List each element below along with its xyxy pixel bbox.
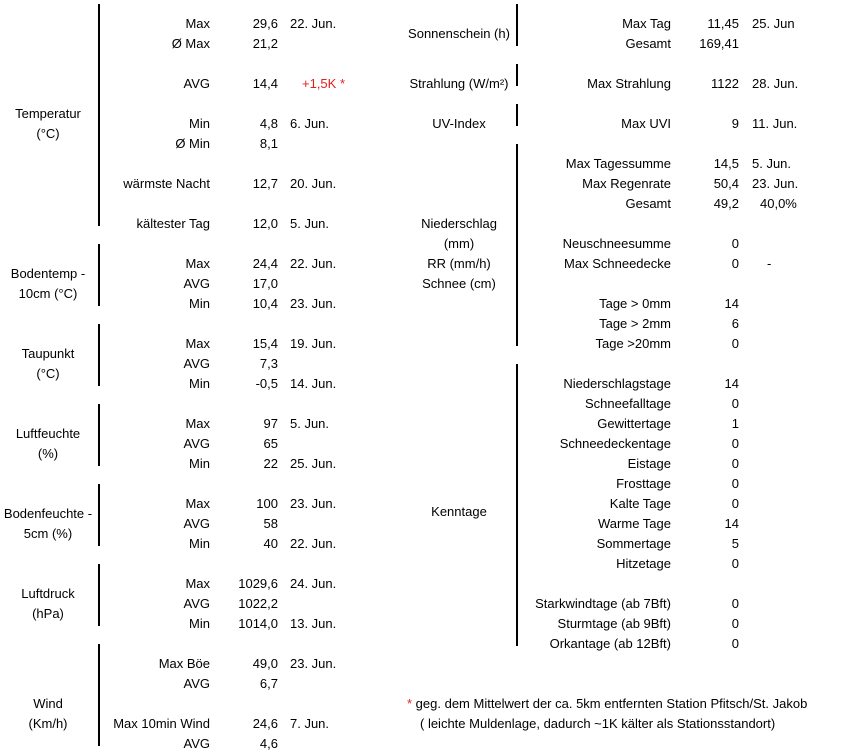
wind-row-value: 6,7 bbox=[259, 676, 278, 691]
dew_point-row-date: 19. Jun. bbox=[290, 336, 337, 351]
sunshine-row-label: Max Tag bbox=[622, 16, 671, 31]
temperature-row-label: Ø Max bbox=[171, 36, 210, 51]
footnote-line-1 bbox=[407, 696, 807, 712]
pressure-row-label: Min bbox=[189, 616, 210, 631]
temperature-row-date: 6. Jun. bbox=[290, 116, 330, 131]
kenntage-row-value: 1 bbox=[731, 416, 739, 431]
precipitation-row-label: Tage > 2mm bbox=[599, 316, 671, 331]
kenntage-row-value: 0 bbox=[731, 396, 739, 411]
wind-row-date: 7. Jun. bbox=[290, 716, 330, 731]
wind-row-label: AVG bbox=[183, 736, 210, 751]
uv-row-date: 11. Jun. bbox=[752, 116, 798, 131]
humidity-row-value: 65 bbox=[263, 436, 278, 451]
wind-row-value: 24,6 bbox=[252, 716, 278, 731]
kenntage-row-label: Kalte Tage bbox=[609, 496, 671, 511]
temperature-label: (°C) bbox=[36, 126, 60, 141]
temperature-row-value: 12,0 bbox=[252, 216, 278, 231]
soil_moisture-row-value: 58 bbox=[263, 516, 278, 531]
uv-row-label: Max UVI bbox=[621, 116, 671, 131]
temperature-row-date: 20. Jun. bbox=[290, 176, 337, 191]
kenntage-row-label: Schneefalltage bbox=[584, 396, 671, 411]
radiation-label: Strahlung (W/m²) bbox=[409, 76, 509, 91]
dew_point-row-label: AVG bbox=[183, 356, 210, 371]
pressure-row-value: 1014,0 bbox=[238, 616, 278, 631]
precipitation-row-value: 50,4 bbox=[713, 176, 739, 191]
kenntage-row-label: Gewittertage bbox=[597, 416, 671, 431]
temperature-row-value: 8,1 bbox=[259, 136, 278, 151]
temperature-row-label: Min bbox=[189, 116, 210, 131]
dew_point-row-label: Max bbox=[185, 336, 210, 351]
wind-label: Wind bbox=[33, 696, 63, 711]
footnote-star: * bbox=[407, 696, 413, 711]
precipitation-row-date: 40,0% bbox=[760, 196, 797, 211]
pressure-row-value: 1022,2 bbox=[238, 596, 278, 611]
soil_temp-label: 10cm (°C) bbox=[18, 286, 78, 301]
temperature-row-label: Ø Min bbox=[175, 136, 210, 151]
humidity-label: (%) bbox=[37, 446, 59, 461]
soil_temp-row-date: 23. Jun. bbox=[290, 296, 337, 311]
kenntage-row-value: 0 bbox=[731, 456, 739, 471]
pressure-label: Luftdruck bbox=[21, 586, 75, 601]
soil_moisture-row-date: 23. Jun. bbox=[290, 496, 337, 511]
wind-row-value: 4,6 bbox=[259, 736, 278, 751]
temperature-row-value: 21,2 bbox=[252, 36, 278, 51]
kenntage-row-label: Starkwindtage (ab 7Bft) bbox=[535, 596, 671, 611]
kenntage-row-label: Niederschlagstage bbox=[563, 376, 671, 391]
radiation-row-value: 1122 bbox=[711, 76, 739, 91]
sunshine-row-value: 11,45 bbox=[707, 16, 739, 31]
humidity-row-label: Max bbox=[185, 416, 210, 431]
precipitation-row-value: 6 bbox=[731, 316, 739, 331]
precipitation-row-value: 49,2 bbox=[713, 196, 739, 211]
soil_moisture-row-value: 100 bbox=[256, 496, 278, 511]
kenntage-row-label: Hitzetage bbox=[616, 556, 671, 571]
precipitation-row-value: 14,5 bbox=[713, 156, 739, 171]
humidity-label: Luftfeuchte bbox=[15, 426, 81, 441]
wind-row-label: Max Böe bbox=[158, 656, 210, 671]
footnote-line-2: ( leichte Muldenlage, dadurch ~1K kälter als Stationsstandort) bbox=[420, 716, 776, 731]
pressure-row-label: Max bbox=[185, 576, 210, 591]
uv-row-value: 9 bbox=[731, 116, 739, 131]
soil_temp-row-value: 24,4 bbox=[252, 256, 278, 271]
pressure-row-label: AVG bbox=[183, 596, 210, 611]
precipitation-row-label: Tage >20mm bbox=[595, 336, 671, 351]
kenntage-row-value: 0 bbox=[731, 476, 739, 491]
dew_point-row-date: 14. Jun. bbox=[290, 376, 337, 391]
soil_moisture-label: Bodenfeuchte - bbox=[3, 506, 93, 521]
pressure-row-date: 24. Jun. bbox=[290, 576, 337, 591]
precipitation-row-date: 5. Jun. bbox=[752, 156, 792, 171]
dew_point-row-label: Min bbox=[189, 376, 210, 391]
temperature-row-label: kältester Tag bbox=[136, 216, 210, 231]
temperature-row-value: 29,6 bbox=[252, 16, 278, 31]
sunshine-label: Sonnenschein (h) bbox=[408, 26, 510, 41]
wind-row-label: Max 10min Wind bbox=[113, 716, 210, 731]
soil_moisture-row-label: Max bbox=[185, 496, 210, 511]
humidity-row-value: 97 bbox=[263, 416, 278, 431]
soil_moisture-row-label: Min bbox=[189, 536, 210, 551]
kenntage-row-value: 0 bbox=[731, 556, 739, 571]
kenntage-row-value: 0 bbox=[731, 596, 739, 611]
kenntage-row-label: Orkantage (ab 12Bft) bbox=[549, 636, 671, 651]
soil_temp-row-date: 22. Jun. bbox=[290, 256, 337, 271]
precipitation-row-date: - bbox=[767, 256, 772, 271]
humidity-row-label: AVG bbox=[183, 436, 210, 451]
temperature-row-label: wärmste Nacht bbox=[123, 176, 210, 191]
temperature-anomaly: +1,5K * bbox=[302, 76, 346, 91]
sunshine-row-label: Gesamt bbox=[625, 36, 671, 51]
kenntage-row-label: Frosttage bbox=[616, 476, 671, 491]
kenntage-row-label: Sturmtage (ab 9Bft) bbox=[557, 616, 671, 631]
dew_point-label: Taupunkt bbox=[21, 346, 75, 361]
precipitation-row-value: 14 bbox=[724, 296, 739, 311]
precipitation-label: Niederschlag bbox=[421, 216, 497, 231]
soil_moisture-row-date: 22. Jun. bbox=[290, 536, 337, 551]
soil_moisture-row-value: 40 bbox=[263, 536, 278, 551]
precipitation-row-label: Neuschneesumme bbox=[562, 236, 671, 251]
radiation-row-label: Max Strahlung bbox=[587, 76, 671, 91]
precipitation-row-value: 0 bbox=[731, 236, 739, 251]
temperature-row-date: 5. Jun. bbox=[290, 216, 330, 231]
kenntage-row-value: 14 bbox=[724, 376, 739, 391]
humidity-row-label: Min bbox=[189, 456, 210, 471]
soil_moisture-row-label: AVG bbox=[183, 516, 210, 531]
precipitation-row-label: Tage > 0mm bbox=[599, 296, 671, 311]
uv-label: UV-Index bbox=[432, 116, 486, 131]
precipitation-row-label: Max Tagessumme bbox=[565, 156, 671, 171]
wind-row-value: 49,0 bbox=[252, 656, 278, 671]
temperature-row-label: Max bbox=[185, 16, 210, 31]
kenntage-label: Kenntage bbox=[431, 504, 487, 519]
kenntage-row-label: Warme Tage bbox=[598, 516, 671, 531]
precipitation-label: RR (mm/h) bbox=[427, 256, 491, 271]
dew_point-label: (°C) bbox=[36, 366, 60, 381]
kenntage-row-value: 0 bbox=[731, 436, 739, 451]
dew_point-row-value: 15,4 bbox=[252, 336, 278, 351]
humidity-row-date: 25. Jun. bbox=[290, 456, 337, 471]
sunshine-row-date: 25. Jun bbox=[752, 16, 795, 31]
precipitation-row-date: 23. Jun. bbox=[752, 176, 799, 191]
soil_temp-row-value: 17,0 bbox=[252, 276, 278, 291]
pressure-row-value: 1029,6 bbox=[238, 576, 278, 591]
precipitation-row-label: Max Regenrate bbox=[582, 176, 671, 191]
kenntage-row-label: Eistage bbox=[627, 456, 671, 471]
temperature-label: Temperatur bbox=[15, 106, 81, 121]
sunshine-row-value: 169,41 bbox=[699, 36, 739, 51]
dew_point-row-value: 7,3 bbox=[259, 356, 278, 371]
pressure-label: (hPa) bbox=[32, 606, 64, 621]
kenntage-row-value: 5 bbox=[731, 536, 739, 551]
kenntage-row-value: 0 bbox=[731, 616, 739, 631]
wind-label: (Km/h) bbox=[28, 716, 68, 731]
soil_moisture-label: 5cm (%) bbox=[23, 526, 73, 541]
soil_temp-row-label: Max bbox=[185, 256, 210, 271]
soil_temp-row-value: 10,4 bbox=[252, 296, 278, 311]
kenntage-row-value: 14 bbox=[724, 516, 739, 531]
kenntage-row-value: 0 bbox=[731, 636, 739, 651]
pressure-row-date: 13. Jun. bbox=[290, 616, 337, 631]
precipitation-row-label: Gesamt bbox=[625, 196, 671, 211]
humidity-row-value: 22 bbox=[263, 456, 278, 471]
soil_temp-label: Bodentemp - bbox=[10, 266, 86, 281]
radiation-row-date: 28. Jun. bbox=[752, 76, 799, 91]
precipitation-row-label: Max Schneedecke bbox=[564, 256, 671, 271]
precipitation-row-value: 0 bbox=[731, 336, 739, 351]
temperature-row-date: 22. Jun. bbox=[290, 16, 337, 31]
dew_point-row-value: -0,5 bbox=[255, 376, 278, 391]
precipitation-label: Schnee (cm) bbox=[422, 276, 496, 291]
soil_temp-row-label: Min bbox=[189, 296, 210, 311]
temperature-row-value: 4,8 bbox=[259, 116, 278, 131]
temperature-row-value: 14,4 bbox=[252, 76, 278, 91]
kenntage-row-label: Sommertage bbox=[596, 536, 671, 551]
kenntage-row-value: 0 bbox=[731, 496, 739, 511]
temperature-row-value: 12,7 bbox=[252, 176, 278, 191]
soil_temp-row-label: AVG bbox=[183, 276, 210, 291]
humidity-row-date: 5. Jun. bbox=[290, 416, 330, 431]
footnote-text: geg. dem Mittelwert der ca. 5km entfernten Station Pfitsch/St. Jakob bbox=[412, 696, 808, 711]
temperature-row-label: AVG bbox=[183, 76, 210, 91]
precipitation-label: (mm) bbox=[443, 236, 475, 251]
precipitation-row-value: 0 bbox=[731, 256, 739, 271]
kenntage-row-label: Schneedeckentage bbox=[559, 436, 671, 451]
wind-row-label: AVG bbox=[183, 676, 210, 691]
wind-row-date: 23. Jun. bbox=[290, 656, 337, 671]
